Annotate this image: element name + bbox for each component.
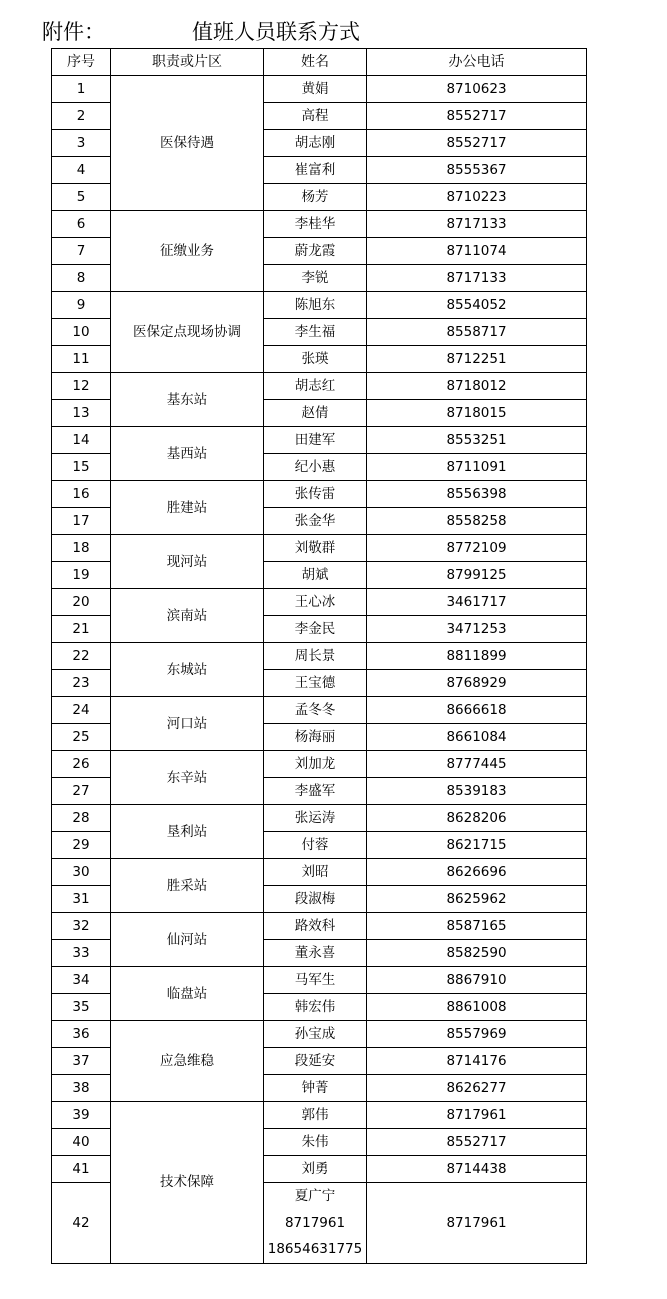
- table-row: [52, 211, 587, 238]
- row-number: 6: [52, 211, 111, 238]
- office-phone: 8712251: [367, 346, 587, 373]
- office-phone: 8625962: [367, 886, 587, 913]
- staff-name-line: 18654631775: [267, 1241, 363, 1257]
- row-number: 10: [52, 319, 111, 346]
- staff-name: 黄娟: [264, 76, 367, 103]
- duty-area: 现河站: [111, 535, 264, 589]
- office-phone: 8555367: [367, 157, 587, 184]
- office-phone: 8582590: [367, 940, 587, 967]
- office-phone: 8714438: [367, 1156, 587, 1183]
- row-number: 1: [52, 76, 111, 103]
- staff-name: 崔富利: [264, 157, 367, 184]
- column-header-phone: 办公电话: [367, 49, 587, 76]
- duty-area: 征缴业务: [111, 211, 264, 292]
- table-row: [52, 643, 587, 670]
- row-number: 12: [52, 373, 111, 400]
- office-phone: 8718012: [367, 373, 587, 400]
- row-number: 31: [52, 886, 111, 913]
- staff-name: 朱伟: [264, 1129, 367, 1156]
- staff-name: 张金华: [264, 508, 367, 535]
- row-number: 42: [52, 1183, 111, 1264]
- table-row: [52, 427, 587, 454]
- table-row: [52, 1021, 587, 1048]
- office-phone: 8558258: [367, 508, 587, 535]
- staff-name-line: 夏广宁: [294, 1188, 336, 1204]
- office-phone: 8777445: [367, 751, 587, 778]
- staff-name: 田建军: [264, 427, 367, 454]
- table-row: [52, 697, 587, 724]
- office-phone: 8861008: [367, 994, 587, 1021]
- row-number: 16: [52, 481, 111, 508]
- staff-name: 刘敬群: [264, 535, 367, 562]
- office-phone: 8554052: [367, 292, 587, 319]
- row-number: 22: [52, 643, 111, 670]
- office-phone: 8552717: [367, 130, 587, 157]
- staff-name: 杨芳: [264, 184, 367, 211]
- staff-name: 孟冬冬: [264, 697, 367, 724]
- duty-area: 医保定点现场协调: [111, 292, 264, 373]
- duty-contact-table: [51, 48, 587, 1264]
- row-number: 30: [52, 859, 111, 886]
- staff-name: 李金民: [264, 616, 367, 643]
- table-header-row: [52, 49, 587, 76]
- row-number: 33: [52, 940, 111, 967]
- row-number: 18: [52, 535, 111, 562]
- staff-name: 胡志刚: [264, 130, 367, 157]
- duty-area: 胜建站: [111, 481, 264, 535]
- duty-area: 技术保障: [111, 1102, 264, 1264]
- row-number: 34: [52, 967, 111, 994]
- row-number: 8: [52, 265, 111, 292]
- row-number: 15: [52, 454, 111, 481]
- row-number: 7: [52, 238, 111, 265]
- office-phone: 8621715: [367, 832, 587, 859]
- staff-name-cell: [264, 1183, 367, 1264]
- staff-name: 王宝德: [264, 670, 367, 697]
- office-phone: 8557969: [367, 1021, 587, 1048]
- staff-name: 胡斌: [264, 562, 367, 589]
- table-row: [52, 292, 587, 319]
- office-phone: 8811899: [367, 643, 587, 670]
- staff-name: 张运涛: [264, 805, 367, 832]
- row-number: 14: [52, 427, 111, 454]
- row-number: 4: [52, 157, 111, 184]
- staff-name: 刘昭: [264, 859, 367, 886]
- office-phone: 8558717: [367, 319, 587, 346]
- office-phone: 8626696: [367, 859, 587, 886]
- row-number: 17: [52, 508, 111, 535]
- row-number: 28: [52, 805, 111, 832]
- staff-name: 赵倩: [264, 400, 367, 427]
- staff-name: 董永喜: [264, 940, 367, 967]
- staff-name: 段淑梅: [264, 886, 367, 913]
- row-number: 37: [52, 1048, 111, 1075]
- table-body: [52, 76, 587, 1264]
- staff-name: 李桂华: [264, 211, 367, 238]
- staff-name: 杨海丽: [264, 724, 367, 751]
- duty-area: 基西站: [111, 427, 264, 481]
- staff-name: 纪小惠: [264, 454, 367, 481]
- staff-name: 张瑛: [264, 346, 367, 373]
- office-phone: 8553251: [367, 427, 587, 454]
- column-header-area: 职责或片区: [111, 49, 264, 76]
- staff-name: 段延安: [264, 1048, 367, 1075]
- office-phone: 8628206: [367, 805, 587, 832]
- office-phone: 8717961: [367, 1183, 587, 1264]
- office-phone: 3471253: [367, 616, 587, 643]
- row-number: 38: [52, 1075, 111, 1102]
- office-phone: 8666618: [367, 697, 587, 724]
- row-number: 5: [52, 184, 111, 211]
- row-number: 13: [52, 400, 111, 427]
- staff-name: 韩宏伟: [264, 994, 367, 1021]
- staff-name: 王心冰: [264, 589, 367, 616]
- duty-area: 医保待遇: [111, 76, 264, 211]
- staff-name: 刘勇: [264, 1156, 367, 1183]
- document-title: 值班人员联系方式: [192, 20, 360, 44]
- office-phone: 3461717: [367, 589, 587, 616]
- duty-area: 基东站: [111, 373, 264, 427]
- staff-name: 胡志红: [264, 373, 367, 400]
- table-row: [52, 805, 587, 832]
- duty-area: 垦利站: [111, 805, 264, 859]
- duty-area: 胜采站: [111, 859, 264, 913]
- table-row: [52, 373, 587, 400]
- table-row: [52, 913, 587, 940]
- office-phone: 8626277: [367, 1075, 587, 1102]
- row-number: 21: [52, 616, 111, 643]
- row-number: 36: [52, 1021, 111, 1048]
- duty-area: 仙河站: [111, 913, 264, 967]
- staff-name: 高程: [264, 103, 367, 130]
- row-number: 29: [52, 832, 111, 859]
- office-phone: 8772109: [367, 535, 587, 562]
- staff-name: 孙宝成: [264, 1021, 367, 1048]
- office-phone: 8768929: [367, 670, 587, 697]
- row-number: 25: [52, 724, 111, 751]
- staff-name: 蔚龙霞: [264, 238, 367, 265]
- staff-name: 张传雷: [264, 481, 367, 508]
- office-phone: 8714176: [367, 1048, 587, 1075]
- office-phone: 8717133: [367, 265, 587, 292]
- office-phone: 8661084: [367, 724, 587, 751]
- duty-area: 河口站: [111, 697, 264, 751]
- attachment-label: 附件：: [42, 20, 105, 44]
- row-number: 41: [52, 1156, 111, 1183]
- duty-area: 应急维稳: [111, 1021, 264, 1102]
- table-row: [52, 481, 587, 508]
- office-phone: 8587165: [367, 913, 587, 940]
- column-header-number: 序号: [52, 49, 111, 76]
- office-phone: 8539183: [367, 778, 587, 805]
- row-number: 39: [52, 1102, 111, 1129]
- office-phone: 8552717: [367, 1129, 587, 1156]
- office-phone: 8710623: [367, 76, 587, 103]
- staff-name: 路效科: [264, 913, 367, 940]
- staff-name: 钟菁: [264, 1075, 367, 1102]
- staff-name: 周长景: [264, 643, 367, 670]
- office-phone: 8717961: [367, 1102, 587, 1129]
- office-phone: 8552717: [367, 103, 587, 130]
- staff-name: 付蓉: [264, 832, 367, 859]
- column-header-name: 姓名: [264, 49, 367, 76]
- office-phone: 8711091: [367, 454, 587, 481]
- table-row: [52, 535, 587, 562]
- row-number: 23: [52, 670, 111, 697]
- office-phone: 8710223: [367, 184, 587, 211]
- staff-name: 郭伟: [264, 1102, 367, 1129]
- row-number: 19: [52, 562, 111, 589]
- table-row: [52, 76, 587, 103]
- row-number: 26: [52, 751, 111, 778]
- table-row: [52, 1102, 587, 1129]
- duty-area: 东辛站: [111, 751, 264, 805]
- document-header: [0, 0, 667, 48]
- office-phone: 8711074: [367, 238, 587, 265]
- staff-name-line: 8717961: [284, 1214, 346, 1231]
- row-number: 40: [52, 1129, 111, 1156]
- row-number: 3: [52, 130, 111, 157]
- staff-name: 马军生: [264, 967, 367, 994]
- office-phone: 8556398: [367, 481, 587, 508]
- staff-name: 刘加龙: [264, 751, 367, 778]
- staff-name: 李锐: [264, 265, 367, 292]
- office-phone: 8717133: [367, 211, 587, 238]
- duty-area: 滨南站: [111, 589, 264, 643]
- staff-name: 李生福: [264, 319, 367, 346]
- staff-name: 李盛军: [264, 778, 367, 805]
- office-phone: 8799125: [367, 562, 587, 589]
- row-number: 11: [52, 346, 111, 373]
- row-number: 2: [52, 103, 111, 130]
- office-phone: 8867910: [367, 967, 587, 994]
- duty-area: 东城站: [111, 643, 264, 697]
- row-number: 35: [52, 994, 111, 1021]
- row-number: 20: [52, 589, 111, 616]
- table-row: [52, 967, 587, 994]
- table-row: [52, 859, 587, 886]
- office-phone: 8718015: [367, 400, 587, 427]
- row-number: 24: [52, 697, 111, 724]
- row-number: 32: [52, 913, 111, 940]
- row-number: 27: [52, 778, 111, 805]
- row-number: 9: [52, 292, 111, 319]
- staff-name: 陈旭东: [264, 292, 367, 319]
- duty-area: 临盘站: [111, 967, 264, 1021]
- table-row: [52, 751, 587, 778]
- table-row: [52, 589, 587, 616]
